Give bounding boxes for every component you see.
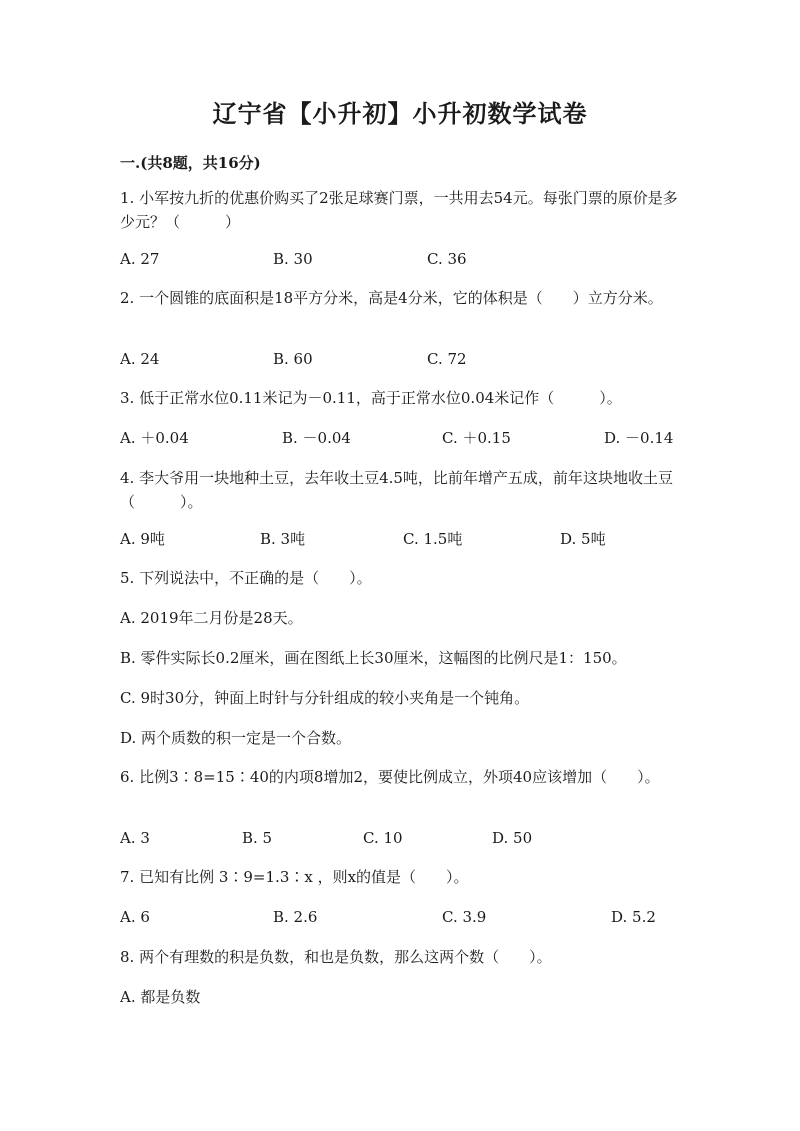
options-3: [120, 426, 680, 450]
section-heading: 一.(共8题，共16分): [120, 154, 261, 172]
option-7b: B. 2.6: [273, 908, 318, 926]
option-7c: C. 3.9: [442, 908, 487, 926]
option-3b: B. －0.04: [282, 429, 351, 447]
options-7: [120, 905, 680, 929]
option-4c: C. 1.5吨: [403, 530, 463, 548]
option-2b: B. 60: [273, 350, 313, 368]
option-3d: D. －0.14: [604, 429, 674, 447]
question-8: 8. 两个有理数的积是负数，和也是负数，那么这两个数（ ）。: [120, 948, 552, 966]
question-4: 4. 李大爷用一块地种土豆，去年收土豆4.5吨，比前年增产五成，前年这块地收土豆（ ）。: [120, 469, 673, 511]
option-6d: D. 50: [492, 829, 533, 847]
option-1c: C. 36: [427, 250, 467, 268]
option-4b: B. 3吨: [260, 530, 306, 548]
option-6b: B. 5: [242, 829, 273, 847]
options-4: [120, 527, 680, 551]
question-6: 6. 比例3∶8=15∶40的内项8增加2，要使比例成立，外项40应该增加（ ）。: [120, 768, 660, 786]
question-2: 2. 一个圆锥的底面积是18平方分米，高是4分米，它的体积是（ ）立方分米。: [120, 289, 663, 307]
option-5d: D. 两个质数的积一定是一个合数。: [120, 729, 352, 747]
option-5b: B. 零件实际长0.2厘米，画在图纸上长30厘米，这幅图的比例尺是1：150。: [120, 649, 627, 667]
option-2a: A. 24: [120, 350, 160, 368]
option-4a: A. 9吨: [120, 530, 165, 548]
question-7: 7. 已知有比例 3∶9=1.3∶x ，则x的值是（ ）。: [120, 868, 469, 886]
option-3a: A. ＋0.04: [120, 429, 189, 447]
option-3c: C. ＋0.15: [442, 429, 511, 447]
option-1b: B. 30: [273, 250, 313, 268]
option-6a: A. 3: [120, 829, 150, 847]
option-2c: C. 72: [427, 350, 467, 368]
question-5: 5. 下列说法中，不正确的是（ ）。: [120, 569, 372, 587]
options-1: [120, 247, 680, 271]
option-6c: C. 10: [363, 829, 403, 847]
question-1: 1. 小军按九折的优惠价购买了2张足球赛门票，一共用去54元。每张门票的原价是多少元？（ ）: [120, 189, 678, 231]
question-3: 3. 低于正常水位0.11米记为－0.11，高于正常水位0.04米记作（ ）。: [120, 389, 622, 407]
option-1a: A. 27: [120, 250, 160, 268]
options-6: [120, 826, 680, 850]
options-2: [120, 347, 680, 371]
option-7d: D. 5.2: [611, 908, 656, 926]
option-7a: A. 6: [120, 908, 150, 926]
option-4d: D. 5吨: [560, 530, 606, 548]
option-5a: A. 2019年二月份是28天。: [120, 609, 303, 627]
option-8a: A. 都是负数: [120, 988, 201, 1006]
page-title: 辽宁省【小升初】小升初数学试卷: [212, 99, 588, 128]
option-5c: C. 9时30分，钟面上时针与分针组成的较小夹角是一个钝角。: [120, 689, 530, 707]
